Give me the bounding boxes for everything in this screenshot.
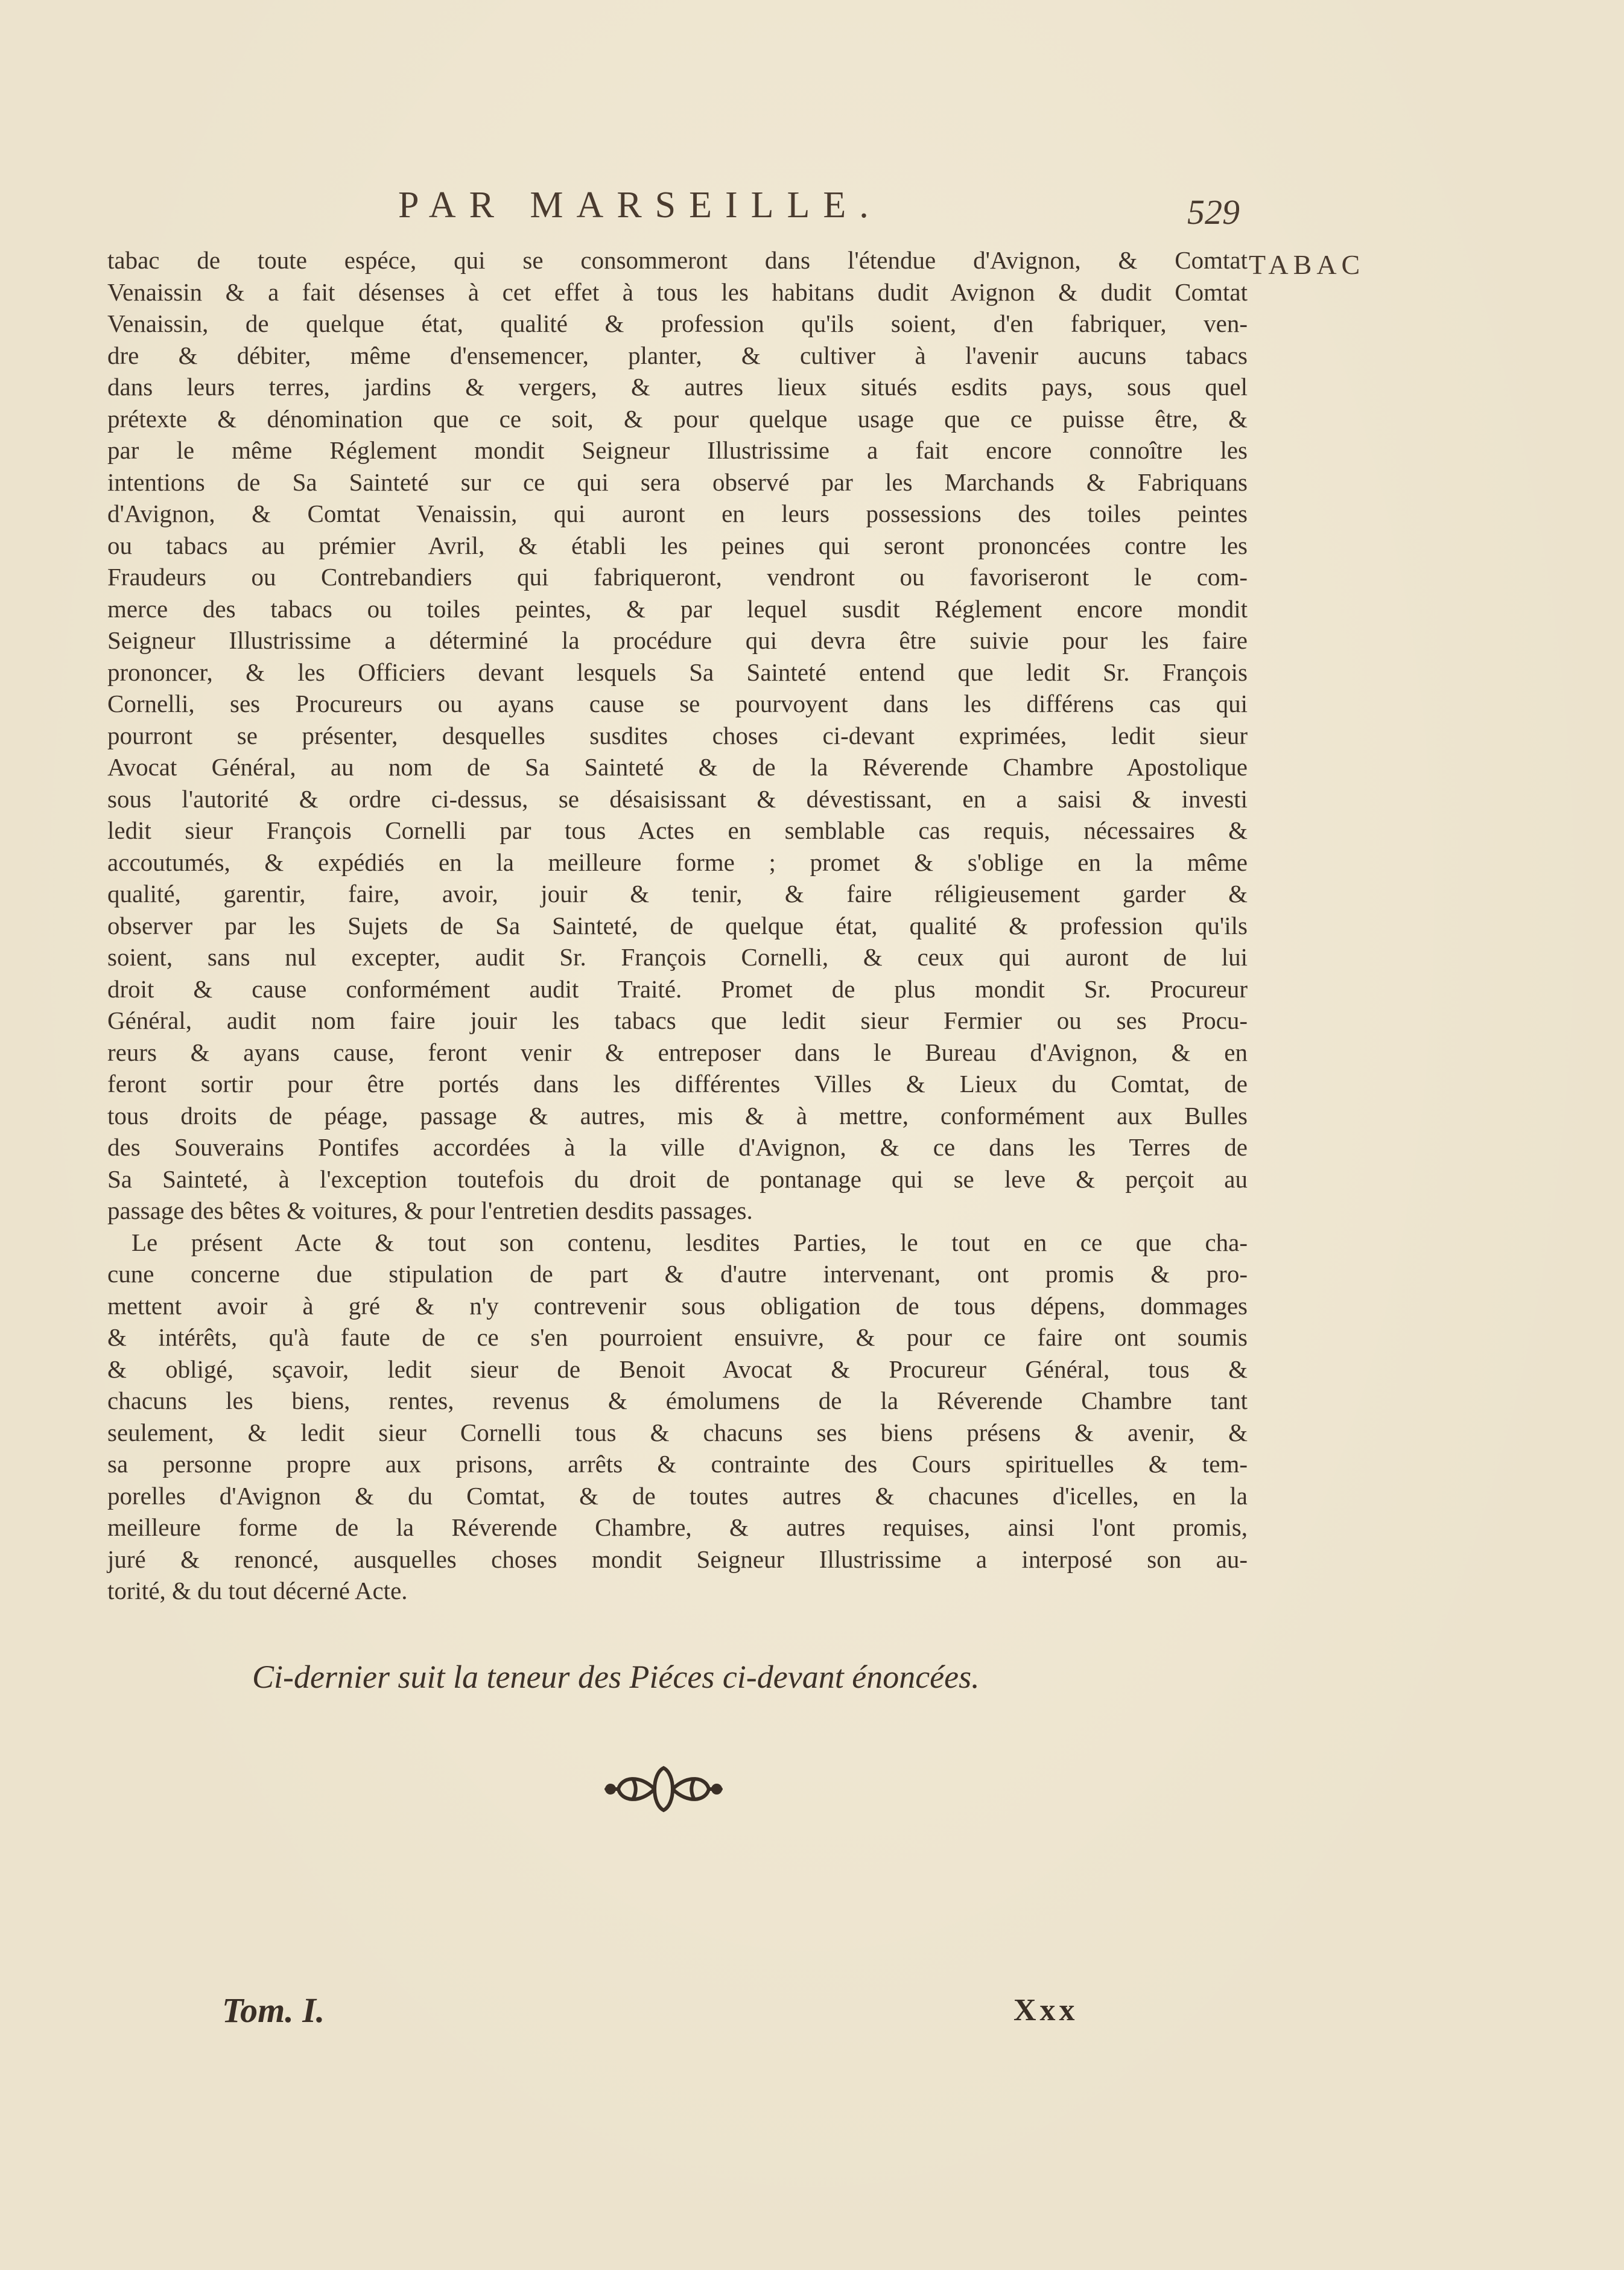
text-line: qualité, garentir, faire, avoir, jouir & tenir, & faire réligieusement garder & (107, 880, 1248, 908)
running-title: PAR MARSEILLE. (398, 185, 882, 226)
text-line: sa personne propre aux prisons, arrêts & contrainte des Cours spirituelles & tem- (107, 1450, 1248, 1478)
fleuron-ornament-icon (603, 1762, 724, 1816)
text-line: Fraudeurs ou Contrebandiers qui fabriqueront, vendront ou favoriseront le com- (107, 563, 1248, 591)
text-line: observer par les Sujets de Sa Sainteté, de quelque état, qualité & profession qu'ils (107, 911, 1248, 939)
text-line: passage des bêtes & voitures, & pour l'entretien desdits passages. (107, 1197, 753, 1224)
text-line: pourront se présenter, desquelles susdites choses ci-devant exprimées, ledit sieur (107, 721, 1248, 749)
margin-note: TABAC (1249, 249, 1365, 280)
text-line: Venaissin, de quelque état, qualité & profession qu'ils soient, d'en fabriquer, ven- (107, 310, 1248, 337)
text-line: d'Avignon, & Comtat Venaissin, qui auront en leurs possessions des toiles peintes (107, 500, 1248, 527)
text-line: Cornelli, ses Procureurs ou ayans cause se pourvoyent dans les différens cas qui (107, 690, 1248, 717)
catchword: Xxx (1013, 1993, 1079, 2027)
text-line: Sa Sainteté, à l'exception toutefois du droit de pontanage qui se leve & perçoit au (107, 1165, 1248, 1193)
signature-mark: Tom. I. (222, 1991, 325, 2030)
text-line: ledit sieur François Cornelli par tous Actes en semblable cas requis, nécessaires & (107, 816, 1248, 844)
text-line: prononcer, & les Officiers devant lesquels Sa Sainteté entend que ledit Sr. François (107, 658, 1248, 686)
text-line: Général, audit nom faire jouir les tabacs que ledit sieur Fermier ou ses Procu- (107, 1006, 1248, 1034)
text-line: dre & débiter, même d'ensemencer, planter, & cultiver à l'avenir aucuns tabacs (107, 341, 1248, 369)
text-line: tabac de toute espéce, qui se consommeront dans l'étendue d'Avignon, & Comtat (107, 246, 1248, 274)
text-line: Venaissin & a fait désenses à cet effet à tous les habitans dudit Avignon & dudit Comtat (107, 278, 1248, 306)
section-subheading: Ci-dernier suit la teneur des Piéces ci-devant énoncées. (252, 1659, 980, 1695)
text-line: prétexte & dénomination que ce soit, & pour quelque usage que ce puisse être, & (107, 404, 1248, 433)
text-line: Seigneur Illustrissime a déterminé la procédure qui devra être suivie pour les faire (107, 626, 1248, 654)
body-text (107, 244, 1248, 1607)
text-line: droit & cause conformément audit Traité. Promet de plus mondit Sr. Procureur (107, 974, 1248, 1003)
text-line: Avocat Général, au nom de Sa Sainteté & de la Réverende Chambre Apostolique (107, 753, 1248, 781)
text-line: accoutumés, & expédiés en la meilleure forme ; promet & s'oblige en la même (107, 848, 1248, 876)
text-line: des Souverains Pontifes accordées à la ville d'Avignon, & ce dans les Terres de (107, 1133, 1248, 1161)
text-line: & obligé, sçavoir, ledit sieur de Benoit Avocat & Procureur Général, tous & (107, 1355, 1248, 1383)
text-line: ou tabacs au prémier Avril, & établi les peines qui seront prononcées contre les (107, 531, 1248, 559)
text-line: & intérêts, qu'à faute de ce s'en pourroient ensuivre, & pour ce faire ont soumis (107, 1323, 1248, 1351)
text-line: dans leurs terres, jardins & vergers, & autres lieux situés esdits pays, sous quel (107, 373, 1248, 401)
text-line: tous droits de péage, passage & autres, mis & à mettre, conformément aux Bulles (107, 1101, 1248, 1130)
text-line: porelles d'Avignon & du Comtat, & de toutes autres & chacunes d'icelles, en la (107, 1481, 1248, 1510)
text-line: sous l'autorité & ordre ci-dessus, se désaisissant & dévestissant, en a saisi & investi (107, 784, 1248, 813)
text-line: reurs & ayans cause, feront venir & entreposer dans le Bureau d'Avignon, & en (107, 1038, 1248, 1066)
text-line: cune concerne due stipulation de part & d'autre intervenant, ont promis & pro- (107, 1260, 1248, 1288)
text-line: chacuns les biens, rentes, revenus & émolumens de la Réverende Chambre tant (107, 1387, 1248, 1414)
text-line: intentions de Sa Sainteté sur ce qui sera observé par les Marchands & Fabriquans (107, 468, 1248, 496)
page-number: 529 (1187, 192, 1240, 232)
text-line: feront sortir pour être portés dans les différentes Villes & Lieux du Comtat, de (107, 1070, 1248, 1098)
text-line: Le présent Acte & tout son contenu, lesdites Parties, le tout en ce que cha- (132, 1228, 1248, 1256)
text-line: meilleure forme de la Réverende Chambre, & autres requises, ainsi l'ont promis, (107, 1513, 1248, 1541)
text-line: merce des tabacs ou toiles peintes, & par lequel susdit Réglement encore mondit (107, 594, 1248, 623)
text-line: seulement, & ledit sieur Cornelli tous & chacuns ses biens présens & avenir, & (107, 1418, 1248, 1446)
text-line: mettent avoir à gré & n'y contrevenir sous obligation de tous dépens, dommages (107, 1291, 1248, 1320)
text-line: juré & renoncé, ausquelles choses mondit Seigneur Illustrissime a interposé son au- (107, 1545, 1248, 1573)
text-line: soient, sans nul excepter, audit Sr. François Cornelli, & ceux qui auront de lui (107, 943, 1248, 971)
text-line: torité, & du tout décerné Acte. (107, 1577, 408, 1604)
text-line: par le même Réglement mondit Seigneur Illustrissime a fait encore connoître les (107, 436, 1248, 464)
